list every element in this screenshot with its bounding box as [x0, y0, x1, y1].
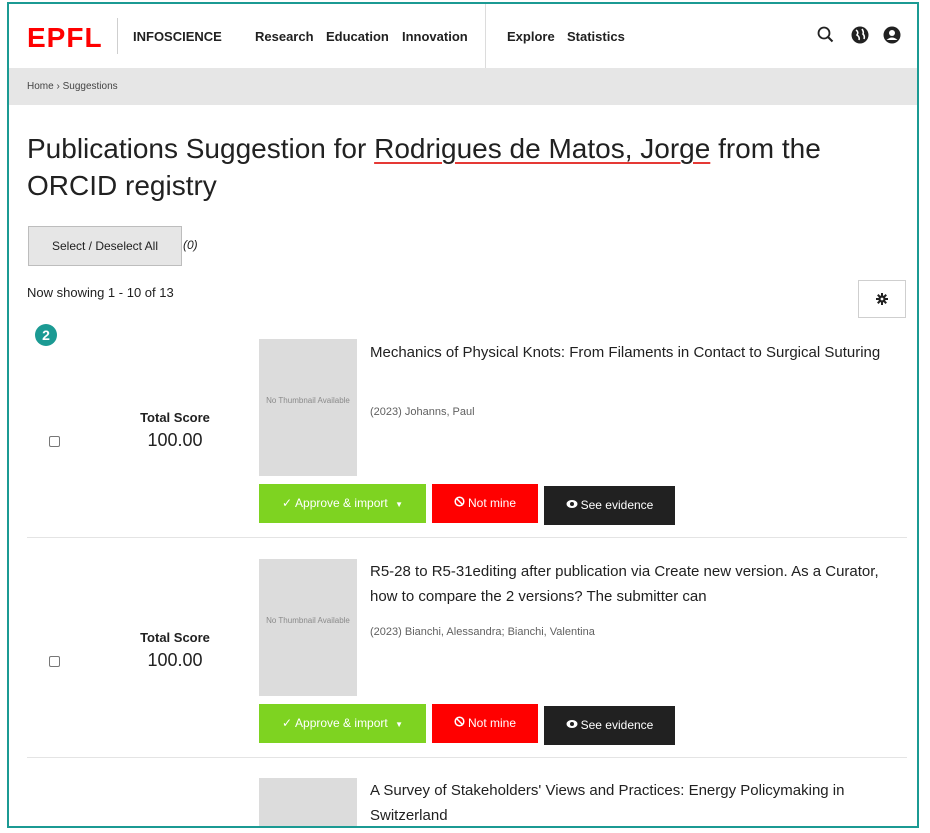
breadcrumb-home[interactable]: Home — [27, 81, 54, 92]
publication-meta: (2023) Bianchi, Alessandra; Bianchi, Valentina — [370, 626, 595, 638]
approve-import-button[interactable] — [259, 484, 426, 523]
step-number-badge: 2 — [35, 324, 57, 346]
nav-explore[interactable]: Explore — [507, 29, 555, 44]
see-evidence-button[interactable] — [544, 486, 675, 525]
results-count-text: Now showing 1 - 10 of 13 — [27, 285, 174, 300]
not-mine-button[interactable] — [432, 484, 538, 523]
nav-education[interactable]: Education — [326, 29, 389, 44]
nav-innovation[interactable]: Innovation — [402, 29, 468, 44]
settings-button[interactable] — [858, 280, 906, 318]
thumbnail-placeholder — [259, 778, 357, 828]
see-evidence-label: See evidence — [580, 718, 654, 732]
selected-count: (0) — [183, 238, 198, 252]
publication-title[interactable]: R5-28 to R5-31editing after publication via Create new version. As a Curator, how to compare the 2 versions? The submitter can — [370, 563, 879, 605]
item-divider — [27, 757, 907, 758]
language-globe-icon[interactable] — [849, 24, 871, 46]
not-mine-label: Not mine — [467, 496, 517, 510]
thumbnail-placeholder — [259, 339, 357, 476]
not-mine-label: Not mine — [467, 716, 517, 730]
site-name-link[interactable]: INFOSCIENCE — [133, 29, 222, 44]
publication-title[interactable]: Mechanics of Physical Knots: From Filaments in Contact to Surgical Suturing — [370, 344, 881, 361]
total-score-value: 100.00 — [147, 650, 203, 670]
page-title-person-name: Rodrigues de Matos, Jorge — [374, 133, 711, 164]
approve-label: Approve & import — [295, 496, 388, 510]
select-checkbox[interactable] — [49, 436, 60, 447]
user-account-icon[interactable] — [881, 24, 903, 46]
nav-statistics[interactable]: Statistics — [567, 29, 625, 44]
total-score-label: Total Score — [140, 630, 210, 645]
not-mine-button[interactable] — [432, 704, 538, 743]
page-title-prefix: Publications Suggestion for — [27, 133, 375, 164]
item-divider — [27, 537, 907, 538]
ban-icon — [454, 484, 465, 523]
nav-research[interactable]: Research — [255, 29, 314, 44]
page-title — [27, 130, 887, 204]
check-icon: ✓ — [281, 716, 293, 731]
epfl-logo[interactable]: EPFL — [27, 22, 103, 53]
thumbnail-placeholder — [259, 559, 357, 696]
total-score-value: 100.00 — [147, 430, 203, 450]
search-icon[interactable] — [815, 24, 837, 46]
total-score-label: Total Score — [140, 410, 210, 425]
see-evidence-button[interactable] — [544, 706, 675, 745]
page-frame — [7, 2, 919, 828]
select-checkbox[interactable] — [49, 656, 60, 667]
breadcrumb-separator: › — [56, 81, 60, 92]
select-deselect-all-button[interactable]: Select / Deselect All — [28, 226, 182, 266]
chevron-down-icon: ▼ — [395, 500, 404, 509]
eye-icon — [566, 706, 578, 745]
page-title-suffix: from the ORCID registry — [27, 133, 821, 201]
chevron-down-icon: ▼ — [395, 720, 404, 729]
thumbnail-text: No Thumbnail Available — [266, 396, 350, 405]
breadcrumb-current: Suggestions — [62, 81, 118, 92]
site-header — [9, 4, 917, 68]
see-evidence-label: See evidence — [580, 498, 654, 512]
breadcrumb-bar — [9, 68, 917, 105]
check-icon: ✓ — [281, 496, 293, 511]
header-divider — [117, 18, 118, 54]
eye-icon — [566, 486, 578, 525]
gear-icon — [876, 293, 888, 305]
approve-label: Approve & import — [295, 716, 388, 730]
publication-title[interactable]: A Survey of Stakeholders' Views and Practices: Energy Policymaking in Switzerland — [370, 782, 845, 824]
approve-import-button[interactable] — [259, 704, 426, 743]
header-divider — [485, 4, 486, 68]
thumbnail-text: No Thumbnail Available — [266, 616, 350, 625]
publication-meta: (2023) Johanns, Paul — [370, 406, 475, 418]
breadcrumb — [27, 81, 118, 92]
ban-icon — [454, 704, 465, 743]
